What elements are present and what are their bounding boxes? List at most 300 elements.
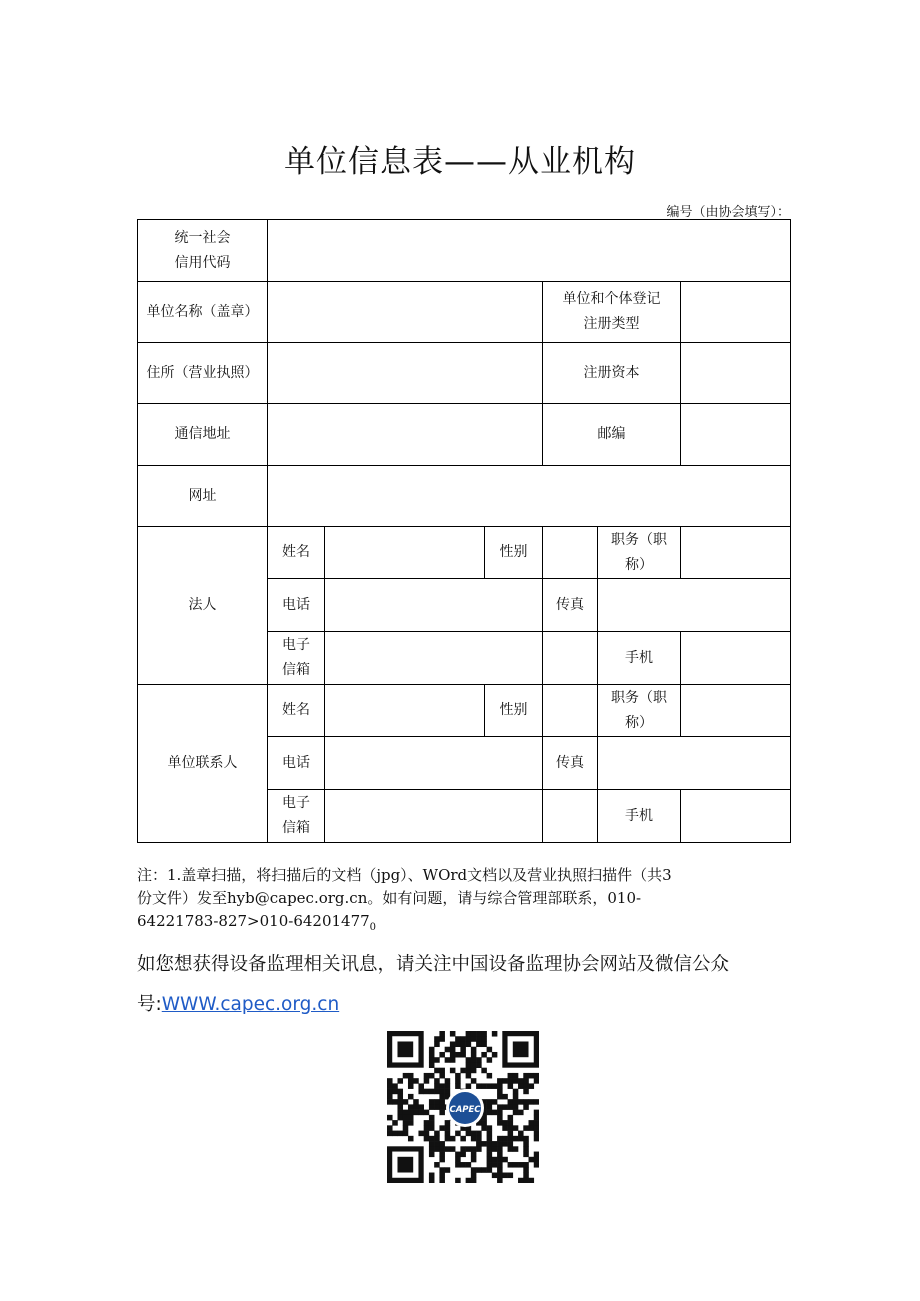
qr-module <box>476 1057 482 1063</box>
qr-module <box>434 1146 440 1152</box>
qr-module <box>523 1073 529 1079</box>
legal-mobile-label: 手机 <box>598 632 681 685</box>
qr-module <box>534 1162 539 1168</box>
contact-email-field[interactable] <box>325 790 543 843</box>
qr-module <box>408 1104 414 1110</box>
qr-module <box>518 1136 524 1142</box>
qr-module <box>523 1167 529 1173</box>
qr-module <box>487 1141 493 1147</box>
qr-module <box>534 1115 539 1121</box>
qr-module <box>455 1052 461 1058</box>
qr-module <box>492 1157 498 1163</box>
qr-module <box>487 1047 493 1053</box>
contact-fax-label: 传真 <box>543 737 598 790</box>
qr-module <box>439 1068 445 1074</box>
qr-module <box>424 1136 430 1142</box>
qr-module <box>434 1099 440 1105</box>
qr-module <box>424 1073 430 1079</box>
capec-logo-text: CAPEC <box>449 1105 481 1115</box>
qr-module <box>408 1073 414 1079</box>
contact-gender-field[interactable] <box>543 685 598 737</box>
qr-module <box>466 1031 472 1037</box>
qr-module <box>450 1052 456 1058</box>
credit-code-field[interactable] <box>268 220 791 282</box>
qr-module <box>434 1141 440 1147</box>
qr-module <box>434 1136 440 1142</box>
qr-module <box>413 1078 419 1084</box>
qr-module <box>497 1083 503 1089</box>
qr-module <box>397 1131 403 1137</box>
contact-email-label: 电子 信箱 <box>268 790 325 843</box>
qr-module <box>508 1078 514 1084</box>
qr-module <box>471 1146 477 1152</box>
qr-module <box>497 1162 503 1168</box>
qr-module <box>497 1104 503 1110</box>
qr-module <box>429 1099 435 1105</box>
unit-name-label: 单位名称（盖章） <box>138 282 268 343</box>
reg-type-label: 单位和个体登记 注册类型 <box>543 282 681 343</box>
legal-position-label: 职务（职 称） <box>598 527 681 579</box>
serial-number-label: 编号（由协会填写）： <box>666 205 790 220</box>
qr-module <box>471 1157 477 1163</box>
qr-module <box>450 1136 456 1142</box>
qr-module <box>487 1152 493 1158</box>
qr-module <box>418 1110 424 1116</box>
qr-module <box>523 1083 529 1089</box>
legal-email-field[interactable] <box>325 632 543 685</box>
qr-module <box>518 1131 524 1137</box>
qr-module <box>460 1146 466 1152</box>
qr-module <box>523 1104 529 1110</box>
qr-module <box>492 1083 498 1089</box>
qr-module <box>523 1089 529 1095</box>
qr-module <box>497 1094 503 1100</box>
qr-module <box>445 1125 451 1131</box>
qr-module <box>460 1036 466 1042</box>
qr-module <box>434 1036 440 1042</box>
contact-phone-field[interactable] <box>325 737 543 790</box>
qr-module <box>439 1031 445 1037</box>
qr-module <box>508 1131 514 1137</box>
qr-module <box>471 1078 477 1084</box>
qr-module <box>460 1068 466 1074</box>
follow-notice: 如您想获得设备监理相关讯息，请关注中国设备监理协会网站及微信公众 号:WWW.capec.org.cn <box>137 954 730 1015</box>
qr-module <box>497 1136 503 1142</box>
qr-module <box>487 1162 493 1168</box>
qr-module <box>439 1104 445 1110</box>
qr-module <box>497 1146 503 1152</box>
qr-module <box>492 1162 498 1168</box>
qr-module <box>523 1136 529 1142</box>
qr-module <box>481 1125 487 1131</box>
qr-module <box>513 1099 519 1105</box>
qr-module <box>502 1157 508 1163</box>
qr-module <box>455 1131 461 1137</box>
qr-module <box>508 1104 514 1110</box>
qr-module <box>497 1078 503 1084</box>
qr-module <box>434 1068 440 1074</box>
qr-module <box>413 1099 419 1105</box>
qr-module <box>403 1131 409 1137</box>
qr-module <box>408 1120 414 1126</box>
contact-name-field[interactable] <box>325 685 485 737</box>
qr-module <box>518 1110 524 1116</box>
qr-module <box>513 1089 519 1095</box>
qr-module <box>502 1078 508 1084</box>
qr-module <box>450 1041 456 1047</box>
qr-module <box>466 1062 472 1068</box>
qr-module <box>429 1052 435 1058</box>
qr-module <box>518 1083 524 1089</box>
qr-module <box>476 1031 482 1037</box>
qr-module <box>445 1083 451 1089</box>
qr-module <box>455 1036 461 1042</box>
qr-module <box>471 1057 477 1063</box>
qr-module <box>481 1068 487 1074</box>
qr-module <box>434 1089 440 1095</box>
qr-module <box>429 1146 435 1152</box>
qr-module <box>487 1057 493 1063</box>
qr-module <box>455 1162 461 1168</box>
qr-module <box>387 1078 393 1084</box>
qr-module <box>487 1125 493 1131</box>
qr-module <box>460 1152 466 1158</box>
qr-module <box>455 1041 461 1047</box>
contact-gender-label: 性别 <box>485 685 543 737</box>
qr-module <box>508 1173 514 1179</box>
qr-module <box>502 1136 508 1142</box>
qr-module <box>471 1052 477 1058</box>
contact-phone-label: 电话 <box>268 737 325 790</box>
qr-module <box>387 1083 393 1089</box>
qr-module <box>397 1115 403 1121</box>
qr-module <box>434 1041 440 1047</box>
qr-module <box>471 1047 477 1053</box>
qr-module <box>460 1052 466 1058</box>
qr-module <box>413 1104 419 1110</box>
qr-module <box>497 1152 503 1158</box>
qr-module <box>492 1110 498 1116</box>
qr-module <box>429 1136 435 1142</box>
qr-module <box>460 1136 466 1142</box>
qr-module <box>424 1131 430 1137</box>
qr-module <box>481 1052 487 1058</box>
qr-module <box>466 1068 472 1074</box>
qr-module <box>392 1099 398 1105</box>
qr-module <box>387 1125 393 1131</box>
qr-module <box>387 1131 393 1137</box>
qr-module <box>523 1099 529 1105</box>
unit-name-field[interactable] <box>268 282 543 343</box>
mail-address-label: 通信地址 <box>138 404 268 466</box>
qr-module <box>466 1036 472 1042</box>
qr-module <box>471 1131 477 1137</box>
qr-module <box>397 1094 403 1100</box>
qr-module <box>392 1131 398 1137</box>
qr-module <box>481 1141 487 1147</box>
contact-name-label: 姓名 <box>268 685 325 737</box>
qr-module <box>403 1120 409 1126</box>
address-field[interactable] <box>268 343 543 404</box>
qr-module <box>455 1078 461 1084</box>
qr-module <box>466 1178 472 1183</box>
qr-module <box>523 1173 529 1179</box>
qr-module <box>450 1146 456 1152</box>
qr-module <box>513 1136 519 1142</box>
qr-module <box>471 1062 477 1068</box>
qr-module <box>434 1083 440 1089</box>
qr-module <box>508 1115 514 1121</box>
qr-module <box>502 1104 508 1110</box>
qr-module <box>450 1047 456 1053</box>
website-field[interactable] <box>268 466 791 527</box>
reg-capital-field[interactable] <box>681 343 791 404</box>
qr-module <box>445 1146 451 1152</box>
qr-module <box>434 1104 440 1110</box>
qr-module <box>445 1136 451 1142</box>
qr-module <box>497 1167 503 1173</box>
qr-module <box>518 1178 524 1183</box>
legal-gender-field[interactable] <box>543 527 598 579</box>
qr-module <box>476 1167 482 1173</box>
reg-type-field[interactable] <box>681 282 791 343</box>
qr-module <box>487 1083 493 1089</box>
qr-module <box>471 1068 477 1074</box>
qr-module <box>408 1110 414 1116</box>
qr-module <box>534 1078 539 1084</box>
qr-module <box>508 1162 514 1168</box>
qr-module <box>476 1083 482 1089</box>
qr-module <box>424 1125 430 1131</box>
contact-position-label: 职务（职 称） <box>598 685 681 737</box>
qr-module <box>429 1057 435 1063</box>
qr-module <box>429 1173 435 1179</box>
qr-module <box>397 1110 403 1116</box>
qr-module <box>445 1131 451 1137</box>
qr-module <box>534 1099 539 1105</box>
qr-module <box>513 1094 519 1100</box>
qr-module <box>534 1136 539 1142</box>
contact-mobile-field[interactable] <box>681 790 791 843</box>
qr-module <box>445 1120 451 1126</box>
qr-module <box>466 1057 472 1063</box>
qr-module <box>497 1089 503 1095</box>
page-title: 单位信息表——从业机构 <box>284 144 636 180</box>
qr-module <box>534 1120 539 1126</box>
qr-module <box>455 1178 461 1183</box>
qr-module <box>403 1125 409 1131</box>
legal-name-field[interactable] <box>325 527 485 579</box>
qr-module <box>508 1146 514 1152</box>
qr-module <box>508 1083 514 1089</box>
qr-module <box>434 1057 440 1063</box>
qr-module <box>523 1146 529 1152</box>
qr-module <box>439 1125 445 1131</box>
qr-module <box>476 1062 482 1068</box>
qr-module <box>476 1041 482 1047</box>
note-text: 注：1.盖章扫描，将扫描后的文档（jpg）、WOrd文档以及营业执照扫描件（共3 份文件）发至hyb@capec.org.cn。如有问题，请与综合管理部联系，010- $64221783-827>010-64201477_0$ <box>137 866 672 933</box>
qr-module <box>508 1125 514 1131</box>
qr-module <box>439 1052 445 1058</box>
qr-module <box>476 1146 482 1152</box>
legal-blank-cell[interactable] <box>543 632 598 685</box>
qr-module <box>534 1152 539 1158</box>
qr-module <box>445 1089 451 1095</box>
qr-module <box>408 1078 414 1084</box>
qr-module <box>529 1083 535 1089</box>
qr-module <box>497 1141 503 1147</box>
qr-module <box>408 1083 414 1089</box>
qr-module <box>418 1104 424 1110</box>
qr-module <box>502 1094 508 1100</box>
qr-module <box>403 1115 409 1121</box>
qr-module <box>429 1047 435 1053</box>
qr-module <box>439 1110 445 1116</box>
legal-phone-field[interactable] <box>325 579 543 632</box>
qr-module <box>460 1041 466 1047</box>
contact-fax-field[interactable] <box>598 737 791 790</box>
credit-code-label: 统一社会 信用代码 <box>138 220 268 282</box>
postcode-label: 邮编 <box>543 404 681 466</box>
qr-module <box>523 1078 529 1084</box>
qr-module <box>387 1115 393 1121</box>
qr-module <box>455 1152 461 1158</box>
qr-module <box>481 1167 487 1173</box>
qr-module <box>481 1036 487 1042</box>
postcode-field[interactable] <box>681 404 791 466</box>
qr-module <box>424 1120 430 1126</box>
qr-module <box>460 1047 466 1053</box>
qr-module <box>487 1136 493 1142</box>
qr-module <box>481 1083 487 1089</box>
qr-module <box>534 1131 539 1137</box>
mail-address-field[interactable] <box>268 404 543 466</box>
qr-module <box>439 1167 445 1173</box>
qr-module <box>429 1089 435 1095</box>
qr-module <box>387 1094 393 1100</box>
contact-blank-cell[interactable] <box>543 790 598 843</box>
qr-module <box>429 1120 435 1126</box>
qr-module <box>424 1110 430 1116</box>
qr-module <box>466 1083 472 1089</box>
legal-name-label: 姓名 <box>268 527 325 579</box>
qr-module <box>471 1173 477 1179</box>
qr-module <box>455 1083 461 1089</box>
qr-module <box>523 1141 529 1147</box>
qr-module <box>529 1178 535 1183</box>
qr-module <box>529 1099 535 1105</box>
qr-module <box>439 1099 445 1105</box>
qr-module <box>502 1141 508 1147</box>
qr-module <box>518 1078 524 1084</box>
qr-module <box>387 1099 393 1105</box>
qr-module <box>534 1073 539 1079</box>
qr-module <box>487 1073 493 1079</box>
qr-module <box>508 1099 514 1105</box>
qr-module <box>513 1110 519 1116</box>
qr-module <box>418 1089 424 1095</box>
qr-module <box>497 1178 503 1183</box>
qr-module <box>518 1099 524 1105</box>
qr-module <box>471 1036 477 1042</box>
qr-module <box>471 1031 477 1037</box>
qr-module <box>466 1162 472 1168</box>
qr-module <box>492 1141 498 1147</box>
qr-module <box>424 1078 430 1084</box>
qr-module <box>397 1089 403 1095</box>
qr-module <box>439 1036 445 1042</box>
qr-module <box>502 1120 508 1126</box>
qr-module <box>481 1041 487 1047</box>
qr-module <box>502 1173 508 1179</box>
qr-module <box>471 1136 477 1142</box>
qr-module <box>523 1162 529 1168</box>
qr-module <box>455 1073 461 1079</box>
contact-position-field[interactable] <box>681 685 791 737</box>
qr-module <box>487 1104 493 1110</box>
qr-module <box>492 1031 498 1037</box>
qr-module <box>508 1073 514 1079</box>
qr-module <box>471 1178 477 1183</box>
contact-mobile-label: 手机 <box>598 790 681 843</box>
qr-module <box>403 1099 409 1105</box>
qr-module <box>529 1120 535 1126</box>
qr-module <box>476 1036 482 1042</box>
qr-module <box>450 1057 456 1063</box>
qr-module <box>403 1073 409 1079</box>
qr-module <box>466 1146 472 1152</box>
qr-module <box>487 1131 493 1137</box>
legal-phone-label: 电话 <box>268 579 325 632</box>
qr-module <box>497 1115 503 1121</box>
legal-position-field[interactable] <box>681 527 791 579</box>
qr-module <box>429 1073 435 1079</box>
qr-module <box>429 1141 435 1147</box>
qr-module <box>502 1125 508 1131</box>
qr-module <box>518 1162 524 1168</box>
qr-module <box>450 1031 456 1037</box>
qr-module <box>429 1115 435 1121</box>
reg-capital-label: 注册资本 <box>543 343 681 404</box>
qr-module <box>455 1157 461 1163</box>
qr-module <box>481 1031 487 1037</box>
legal-mobile-field[interactable] <box>681 632 791 685</box>
legal-fax-field[interactable] <box>598 579 791 632</box>
qr-module <box>476 1141 482 1147</box>
qr-module <box>439 1178 445 1183</box>
qr-module <box>397 1078 403 1084</box>
qr-module <box>439 1073 445 1079</box>
qr-module <box>497 1157 503 1163</box>
legal-fax-label: 传真 <box>543 579 598 632</box>
qr-module <box>487 1157 493 1163</box>
qr-module <box>513 1146 519 1152</box>
qr-module <box>392 1089 398 1095</box>
qr-module <box>529 1125 535 1131</box>
qr-module <box>439 1089 445 1095</box>
website-link[interactable]: WWW.capec.org.cn <box>161 994 340 1015</box>
qr-module <box>429 1104 435 1110</box>
qr-module <box>513 1078 519 1084</box>
qr-module <box>450 1068 456 1074</box>
qr-module <box>513 1125 519 1131</box>
qr-module <box>429 1062 435 1068</box>
qr-module <box>408 1136 414 1142</box>
qr-module <box>429 1152 435 1158</box>
qr-module <box>418 1083 424 1089</box>
qr-module <box>508 1141 514 1147</box>
qr-module <box>408 1115 414 1121</box>
